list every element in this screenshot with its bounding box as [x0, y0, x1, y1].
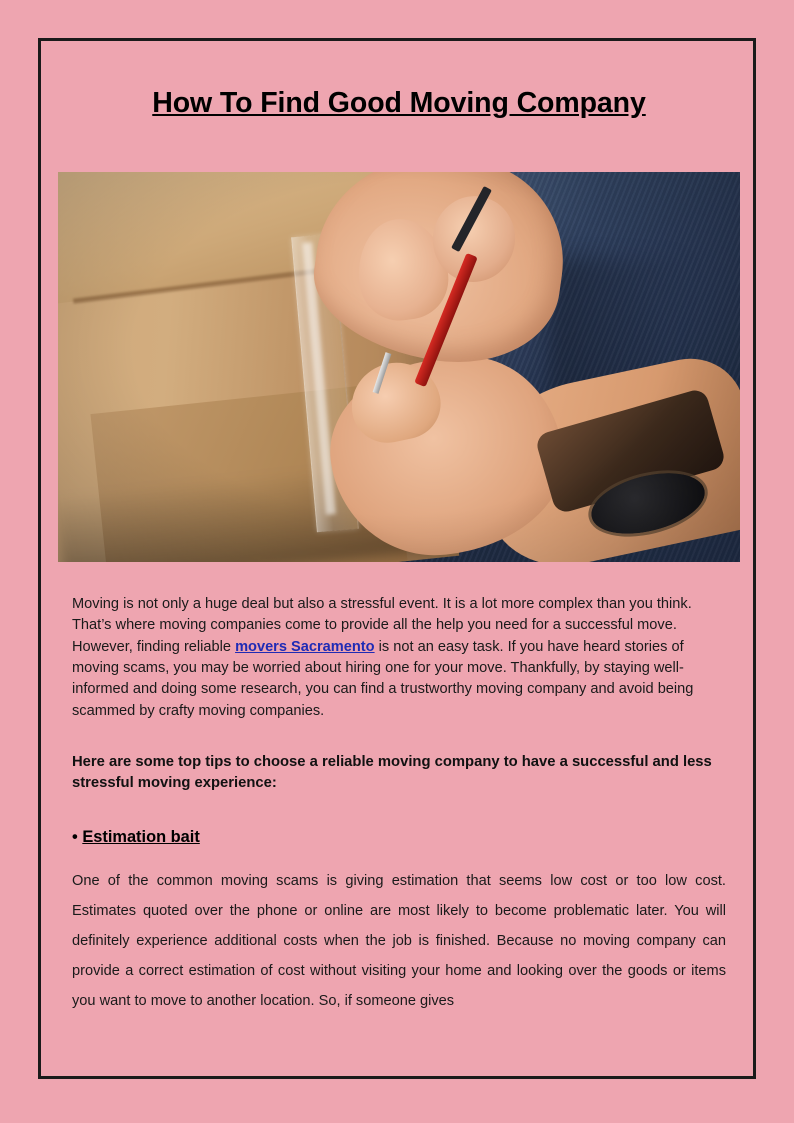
- photo-vignette: [58, 172, 740, 562]
- movers-sacramento-link[interactable]: movers Sacramento: [235, 638, 375, 655]
- lead-paragraph: Here are some top tips to choose a reliable moving company to have a successful and less stressful moving experience:: [72, 753, 712, 791]
- section-heading: [72, 828, 726, 847]
- intro-paragraph: [72, 594, 726, 722]
- document-content: [58, 72, 740, 1017]
- intro-text-part-1: Moving is not only a huge deal but also a stressful event. It is a lot more complex than you think. That’s where moving companies come to provide all the help you need for a successful move. However, finding reliable: [72, 596, 692, 655]
- section-body-paragraph: One of the common moving scams is giving estimation that seems low cost or too low cost. Estimates quoted over the phone or online are most likely to become problematic later. You will definitely experience additional costs when the job is finished. Because no moving company can provide a correct estimation of cost without visiting your home and looking over the goods or items you want to move to another location. So, if someone gives: [72, 872, 726, 1009]
- section-heading-label: Estimation bait: [82, 827, 200, 846]
- page-title: How To Find Good Moving Company: [152, 87, 646, 119]
- bullet-icon: •: [72, 827, 78, 846]
- packing-box-photo: [58, 172, 740, 562]
- hero-image: [58, 172, 740, 562]
- intro-text-part-2: is not an easy task. If you have heard stories of moving scams, you may be worried about hiring one for your move. Thankfully, by staying well-informed and doing some research, you can find a trustworthy moving company and avoid being scammed by crafty moving companies.: [72, 638, 694, 719]
- article-body: [58, 594, 740, 1016]
